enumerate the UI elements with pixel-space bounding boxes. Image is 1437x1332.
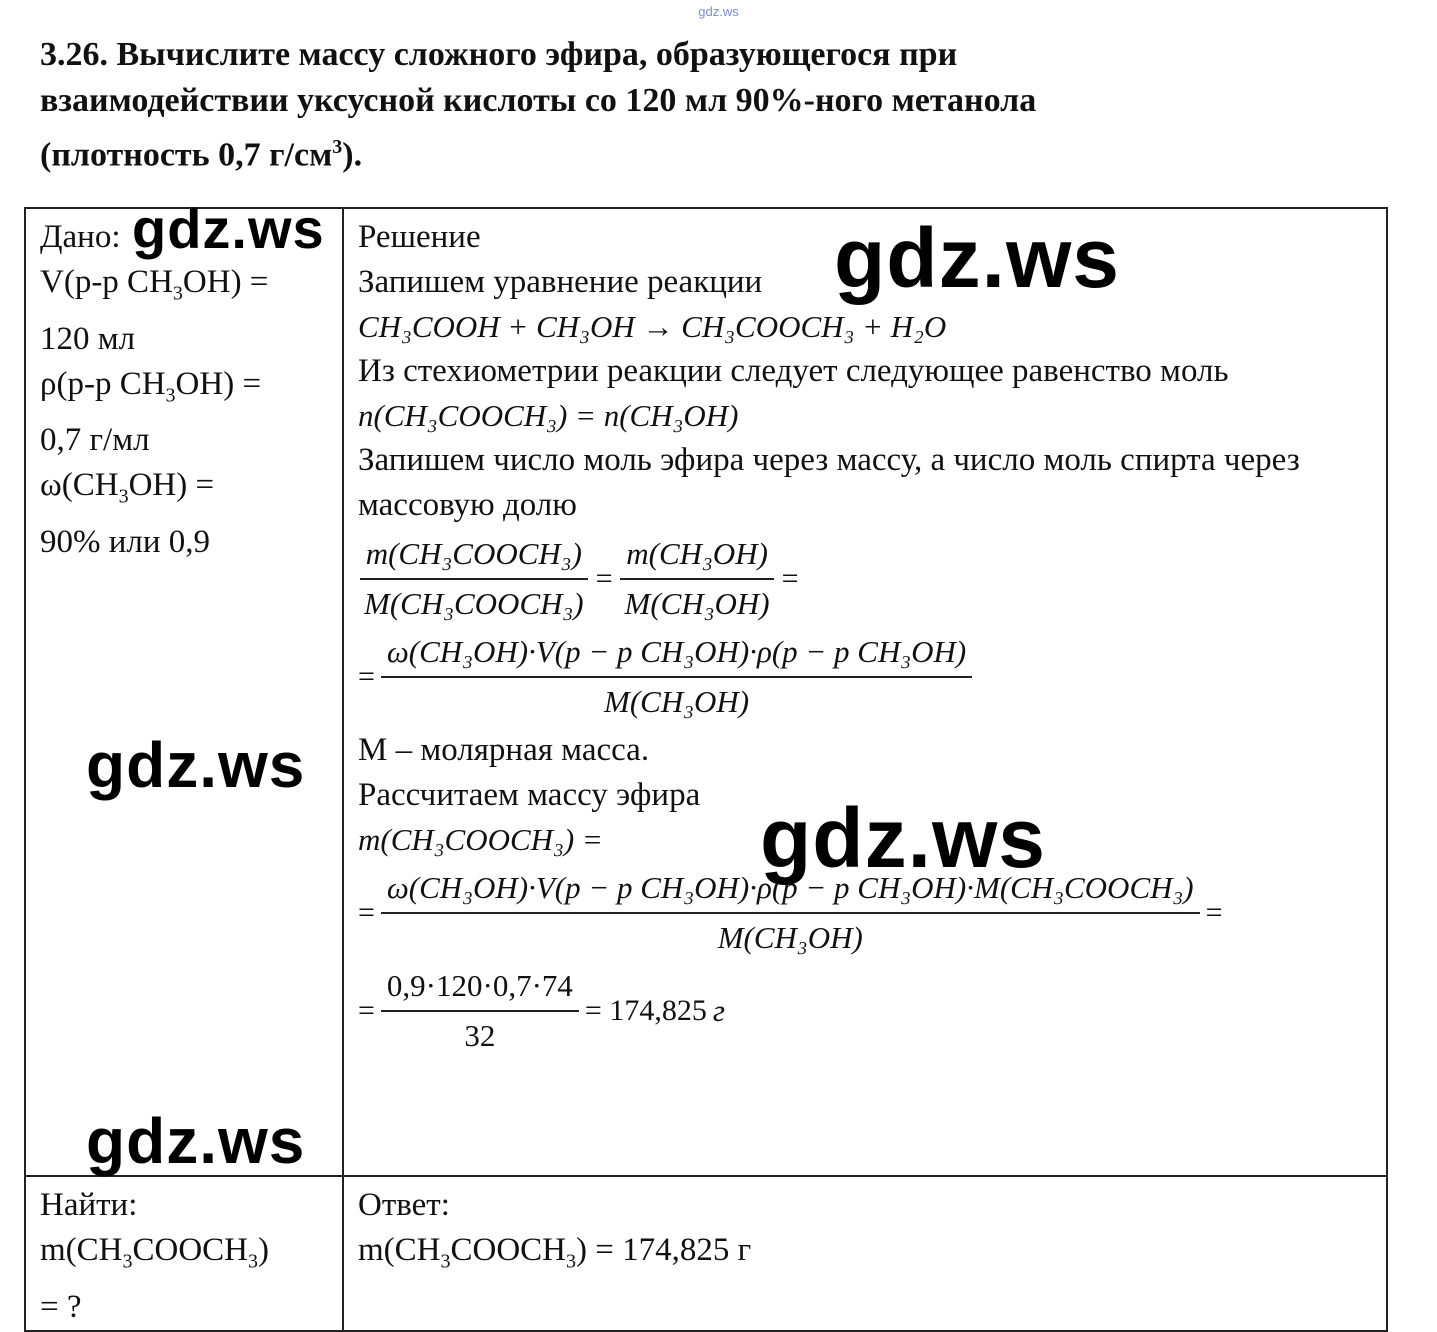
problem-statement: [40, 32, 1400, 178]
numeric-calculation: = $\frac{0,9\cdot 120\cdot 0,7\cdot 74}{32}$ = 174,825 г: [358, 964, 1372, 1058]
ester-mass-equation: = $\frac{\text{ω(CH₃OH)·V(p − p CH₃OH)·ρ(p − p CH₃OH)·M(CH₃COOCH₃)}}{\text{M(CH₃OH)}}$ =: [358, 866, 1372, 960]
find-cell: [25, 1176, 343, 1331]
watermark-left-middle: gdz.ws: [86, 729, 306, 801]
watermark-left-bottom: gdz.ws: [86, 1105, 306, 1177]
write-reaction-text: Запишем уравнение реакции: [358, 264, 763, 300]
calc-text: Рассчитаем массу эфира: [358, 777, 701, 813]
problem-line-1: 3.26. Вычислите массу сложного эфира, образующегося при: [40, 36, 958, 73]
problem-line-2: взаимодействии уксусной кислоты со 120 мл 90%-ного метанола: [40, 82, 1037, 119]
given-cell: [25, 208, 343, 1176]
given-density: ρ(р-р $CH_3OH$) =: [40, 365, 262, 407]
given-fraction: $\omega(CH_3OH)$ =: [40, 467, 215, 508]
solution-cell: [343, 208, 1387, 1176]
stoich-text: Из стехиометрии реакции следует следующее равенство моль: [358, 353, 1229, 389]
ester-mass-fraction: $\frac{\text{ω(CH₃OH)·V(p − p CH₃OH)·ρ(p − p CH₃OH)·M(CH₃COOCH₃)}}{\text{M(CH₃OH)}}$: [381, 866, 1200, 960]
find-question: = ?: [40, 1288, 82, 1325]
watermark-given: gdz.ws: [132, 197, 325, 260]
site-label[interactable]: gdz.ws: [698, 4, 739, 19]
find-header: Найти:: [40, 1187, 138, 1223]
molar-mass-note: M – молярная масса.: [358, 732, 650, 768]
answer-value: $m(CH_3COOCH_3) = 174,825$ г: [358, 1232, 752, 1273]
given-volume: V(р-р $CH_3OH$) =: [40, 264, 269, 305]
solution-header: Решение: [358, 219, 481, 255]
answer-cell: [343, 1176, 1387, 1331]
find-target: $m(CH_3COOCH_3)$: [40, 1232, 270, 1273]
result-unit: г: [712, 993, 725, 1028]
alcohol-fraction: $\frac{\text{m(CH₃OH)}}{\text{M(CH₃OH)}}$: [619, 532, 776, 626]
mole-fraction-equation: $\frac{\text{m(CH₃COOCH₃)}}{\text{M(CH₃COOCH₃)}}$ = $\frac{\text{m(CH₃OH)}}{\text{M(CH₃OH)}}$ =: [358, 532, 1372, 626]
problem-line-3: (плотность 0,7 $г/см^3$).: [40, 136, 363, 174]
reaction-equation: CH₃COOH + CH₃OH → CH₃COOCH₃ + H₂O: [358, 309, 947, 344]
watermark-solution-top: gdz.ws: [834, 211, 1121, 305]
given-fraction-value: 90% или 0,9: [40, 523, 211, 560]
mass-text: Запишем число моль эфира через массу, а число моль спирта через массовую долю: [358, 442, 1300, 523]
alcohol-moles-fraction: $\frac{\text{ω(CH₃OH)·V(p − p CH₃OH)·ρ(p − p CH₃OH)}}{\text{M(CH₃OH)}}$: [381, 630, 972, 724]
given-volume-value: 120 мл: [40, 320, 136, 357]
watermark-solution-middle: gdz.ws: [760, 791, 1047, 885]
mole-equality: n(CH₃COOCH₃) = n(CH₃OH): [358, 398, 739, 433]
numeric-fraction: $\frac{0,9\cdot 120\cdot 0,7\cdot 74}{32}$: [381, 964, 579, 1058]
ester-fraction: $\frac{\text{m(CH₃COOCH₃)}}{\text{M(CH₃COOCH₃)}}$: [358, 532, 590, 626]
given-density-value: 0,7 г/мл: [40, 422, 150, 459]
numeric-result: = 174,825: [584, 994, 707, 1027]
answer-header: Ответ:: [358, 1187, 450, 1223]
alcohol-moles-equation: = $\frac{\text{ω(CH₃OH)·V(p − p CH₃OH)·ρ(p − p CH₃OH)}}{\text{M(CH₃OH)}}$: [358, 630, 1372, 724]
given-header: Дано:: [40, 219, 121, 255]
ester-mass-lhs: m(CH₃COOCH₃) =: [358, 822, 603, 857]
